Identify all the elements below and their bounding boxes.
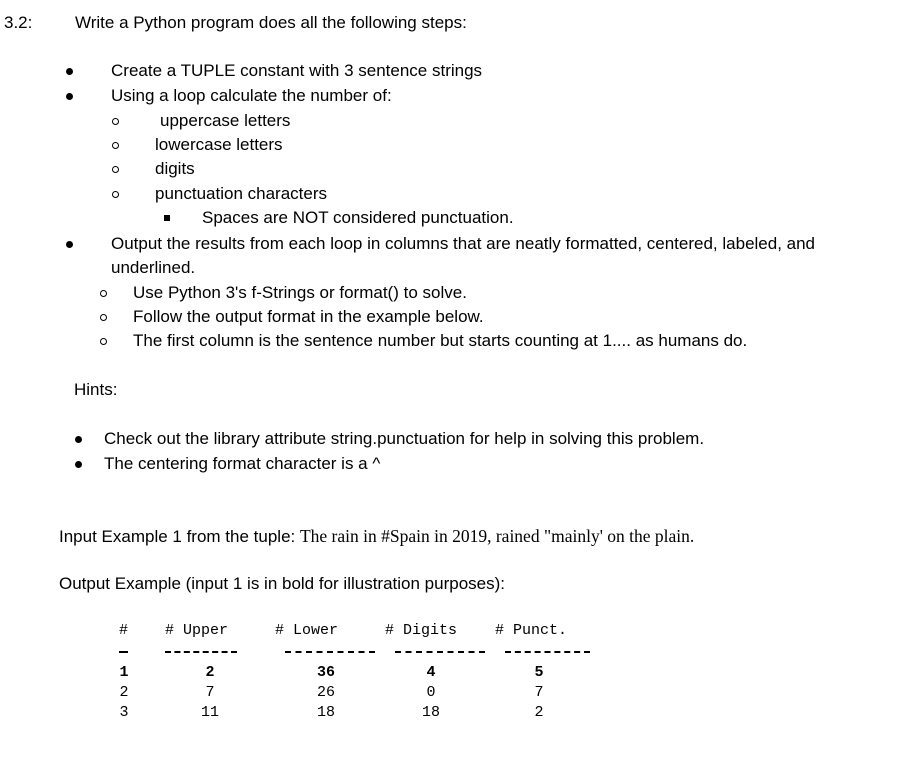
bullet-icon	[75, 436, 82, 443]
table-cell: 4	[426, 664, 436, 681]
hint-2: The centering format character is a ^	[104, 454, 381, 473]
input-example-text: The rain in #Spain in 2019, rained "mainly' on the plain.	[299, 526, 695, 546]
input-example	[59, 525, 694, 548]
table-cell: 26	[316, 684, 335, 701]
question-number: 3.2:	[4, 13, 33, 32]
hint-1: Check out the library attribute string.punctuation for help in solving this problem.	[104, 429, 705, 448]
table-cell: 5	[534, 664, 544, 681]
table-header-digits: # Digits	[385, 622, 458, 639]
bullet-icon	[66, 68, 73, 75]
step-3-sub-2: Follow the output format in the example below.	[133, 307, 484, 326]
table-cell: 2	[119, 684, 129, 701]
header-underline	[505, 651, 590, 653]
step-3-sub-1: Use Python 3's f-Strings or format() to solve.	[133, 283, 467, 302]
table-header-upper: # Upper	[165, 622, 229, 639]
table-cell: 18	[316, 704, 335, 721]
circle-bullet-icon	[112, 118, 119, 125]
hints-label: Hints:	[74, 380, 118, 399]
bullet-icon	[66, 93, 73, 100]
bullet-icon	[66, 241, 73, 248]
sub-item-lowercase: lowercase letters	[155, 135, 283, 154]
table-cell: 11	[200, 704, 219, 721]
table-cell: 3	[119, 704, 129, 721]
note-spaces: Spaces are NOT considered punctuation.	[202, 208, 514, 227]
step-3-line-1: Output the results from each loop in columns that are neatly formatted, centered, labeled, and	[111, 234, 816, 253]
step-1: Create a TUPLE constant with 3 sentence strings	[111, 61, 483, 80]
header-underline	[285, 651, 375, 653]
step-3-sub-3: The first column is the sentence number but starts counting at 1.... as humans do.	[133, 331, 748, 350]
square-bullet-icon	[164, 215, 170, 221]
circle-bullet-icon	[112, 191, 119, 198]
output-example-label: Output Example (input 1 is in bold for illustration purposes):	[59, 574, 506, 593]
header-underline	[395, 651, 485, 653]
bullet-icon	[75, 461, 82, 468]
table-cell: 1	[119, 664, 129, 681]
circle-bullet-icon	[112, 142, 119, 149]
circle-bullet-icon	[112, 166, 119, 173]
table-cell: 36	[316, 664, 335, 681]
circle-bullet-icon	[100, 290, 107, 297]
table-header-lower: # Lower	[275, 622, 339, 639]
table-cell: 2	[534, 704, 544, 721]
question-title: Write a Python program does all the following steps:	[75, 13, 467, 32]
circle-bullet-icon	[100, 314, 107, 321]
table-header-punct: # Punct.	[495, 622, 568, 639]
header-underline	[165, 651, 237, 653]
step-2: Using a loop calculate the number of:	[111, 86, 392, 105]
sub-item-uppercase: uppercase letters	[160, 111, 291, 130]
table-cell: 18	[421, 704, 440, 721]
input-example-label: Input Example 1 from the tuple:	[59, 527, 300, 546]
sub-item-digits: digits	[155, 159, 195, 178]
table-header-number: #	[119, 622, 129, 639]
table-cell: 7	[534, 684, 544, 701]
table-cell: 7	[205, 684, 215, 701]
table-cell: 0	[426, 684, 436, 701]
sub-item-punctuation: punctuation characters	[155, 184, 327, 203]
table-cell: 2	[205, 664, 215, 681]
header-underline	[119, 651, 128, 653]
circle-bullet-icon	[100, 338, 107, 345]
step-3-line-2: underlined.	[111, 258, 196, 277]
